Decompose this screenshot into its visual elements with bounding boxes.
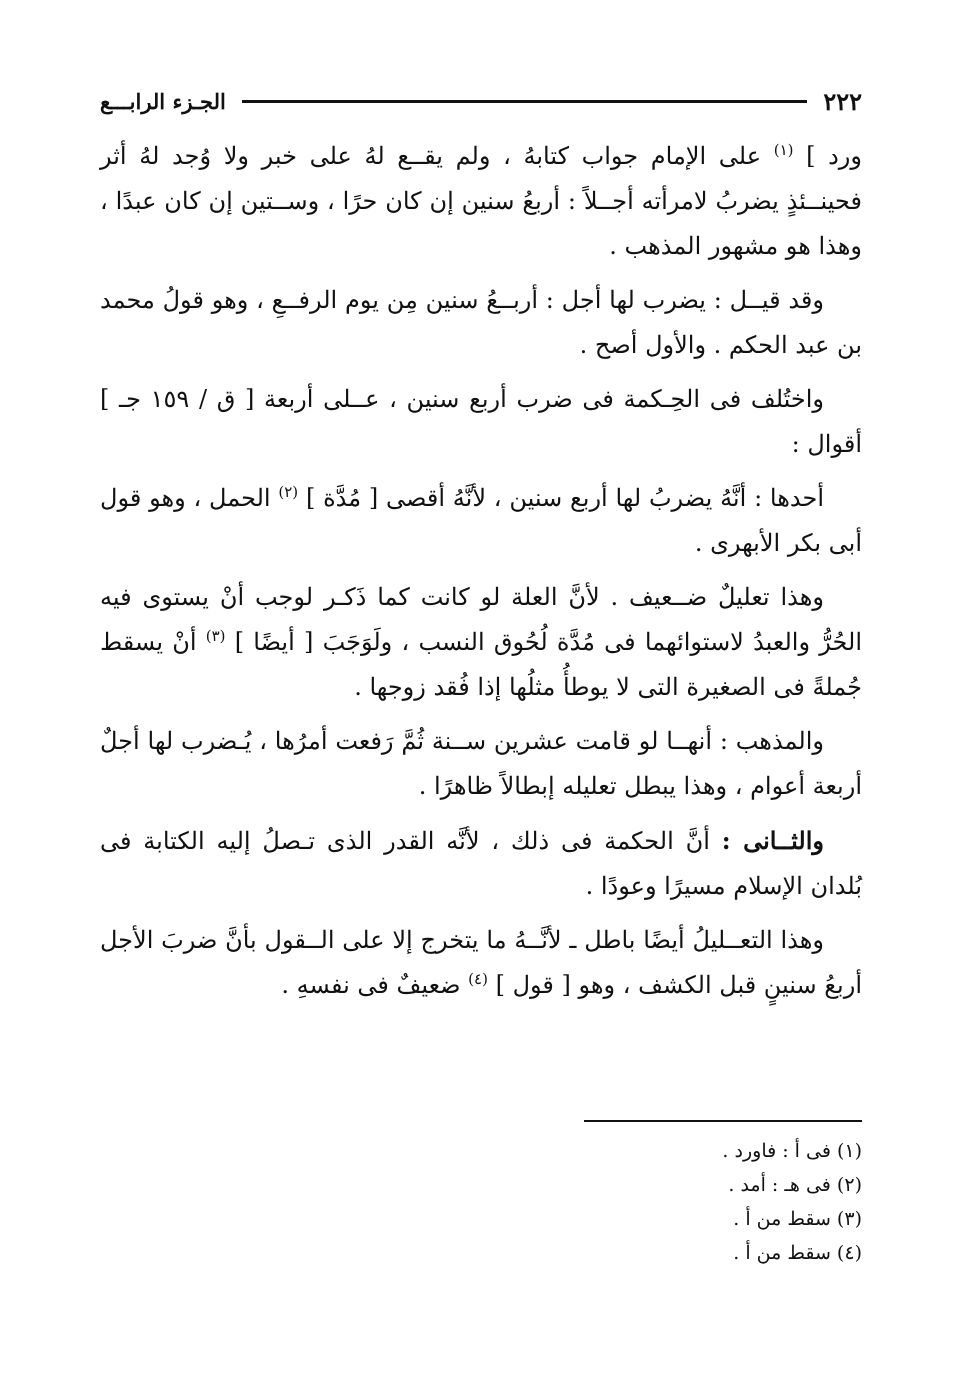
paragraph [100, 476, 862, 566]
paragraph-text: أنَّ الحكمة فى ذلك ، لأنَّه القدر الذى تـصلُ إليه الكتابة فى بُلدان الإسلام مسيرًا وعودًا . [100, 827, 862, 900]
footnote-1: (١) فى أ : فاورد . [722, 1140, 862, 1162]
paragraph-text: وهذا تعليلٌ ضــعيف . لأنَّ العلة لو كانت كما ذَكـر لوجب أنْ يستوى فيه الحُرُّ والعبدُ لاستوائهما فى مُدَّة لُحُوق النسب ، ولَوَجَبَ [ أيضًا ] [100, 583, 862, 656]
footnote-divider [584, 1120, 862, 1122]
paragraph-text: واختُلف فى الحِـكمة فى ضرب أربع سنين ، عــلى أربعة [ ق / ١٥٩ جـ ] أقوال : [100, 385, 862, 458]
footnote-reference: (٤) [468, 970, 488, 988]
paragraph [100, 134, 862, 269]
footnote-2: (٢) فى هـ : أمد . [728, 1174, 862, 1196]
paragraph-text: وهذا التعــليلُ أيضًا باطل ـ لأنَّــهُ ما يتخرج إلا على الــقول بأنَّ ضربَ الأجل أربعُ سنينٍ قبل الكشف ، وهو [ قول ] [100, 926, 862, 999]
paragraph [100, 377, 862, 467]
paragraph-text: ضعيفٌ فى نفسهِ . [281, 971, 469, 999]
footnote-reference: (٣) [205, 627, 226, 645]
running-title: الجـزء الرابـــع [100, 88, 226, 114]
footnotes [462, 1134, 862, 1270]
footnote-4: (٤) سقط من أ . [733, 1242, 862, 1264]
paragraph [100, 575, 862, 710]
paragraph [100, 918, 862, 1008]
main-text [100, 134, 862, 1017]
paragraph-text: والمذهب : أنهــا لو قامت عشرين ســنة ثُمَّ رَفعت أمرُها ، يُـضرب لها أجلٌ أربعة أعوام ، وهذا يبطل تعليله إبطالاً ظاهرًا . [100, 727, 862, 800]
paragraph-text: أحدها : أنَّهُ يضربُ لها أربع سنين ، لأنَّهُ أقصى [ مُدَّة ] [298, 484, 825, 512]
paragraph-text: على الإمام جواب كتابهُ ، ولم يقــع لهُ على خبر ولا وُجد لهُ أثر فحينــئذٍ يضربُ لامرأته أجــلاً : أربعُ سنين إن كان حرًا ، وســتين إن كان عبدًا ، وهذا هو مشهور المذهب . [100, 142, 862, 260]
page-header [100, 86, 862, 116]
paragraph [100, 278, 862, 368]
paragraph-text: الحمل ، وهو قول أبى بكر الأبهرى . [100, 484, 862, 557]
header-rule [242, 100, 807, 103]
footnote-reference: (٢) [278, 483, 299, 501]
paragraph [100, 719, 862, 809]
page-number: ٢٢٢ [823, 86, 862, 116]
paragraph-text: وقد قيــل : يضرب لها أجل : أربــعُ سنين مِن يوم الرفــعِ ، وهو قولُ محمد بن عبد الحكم . والأول أصح . [100, 286, 862, 359]
paragraph [100, 818, 862, 909]
footnote-reference: (١) [773, 141, 794, 159]
paragraph-lead: والثــانى : [721, 826, 824, 855]
paragraph-text: ورد ] [793, 142, 862, 170]
paragraph-text: أنْ يسقط جُملةً فى الصغيرة التى لا يوطأُ مثلُها إذا فُقد زوجها . [100, 628, 862, 701]
footnote-3: (٣) سقط من أ . [733, 1208, 862, 1230]
